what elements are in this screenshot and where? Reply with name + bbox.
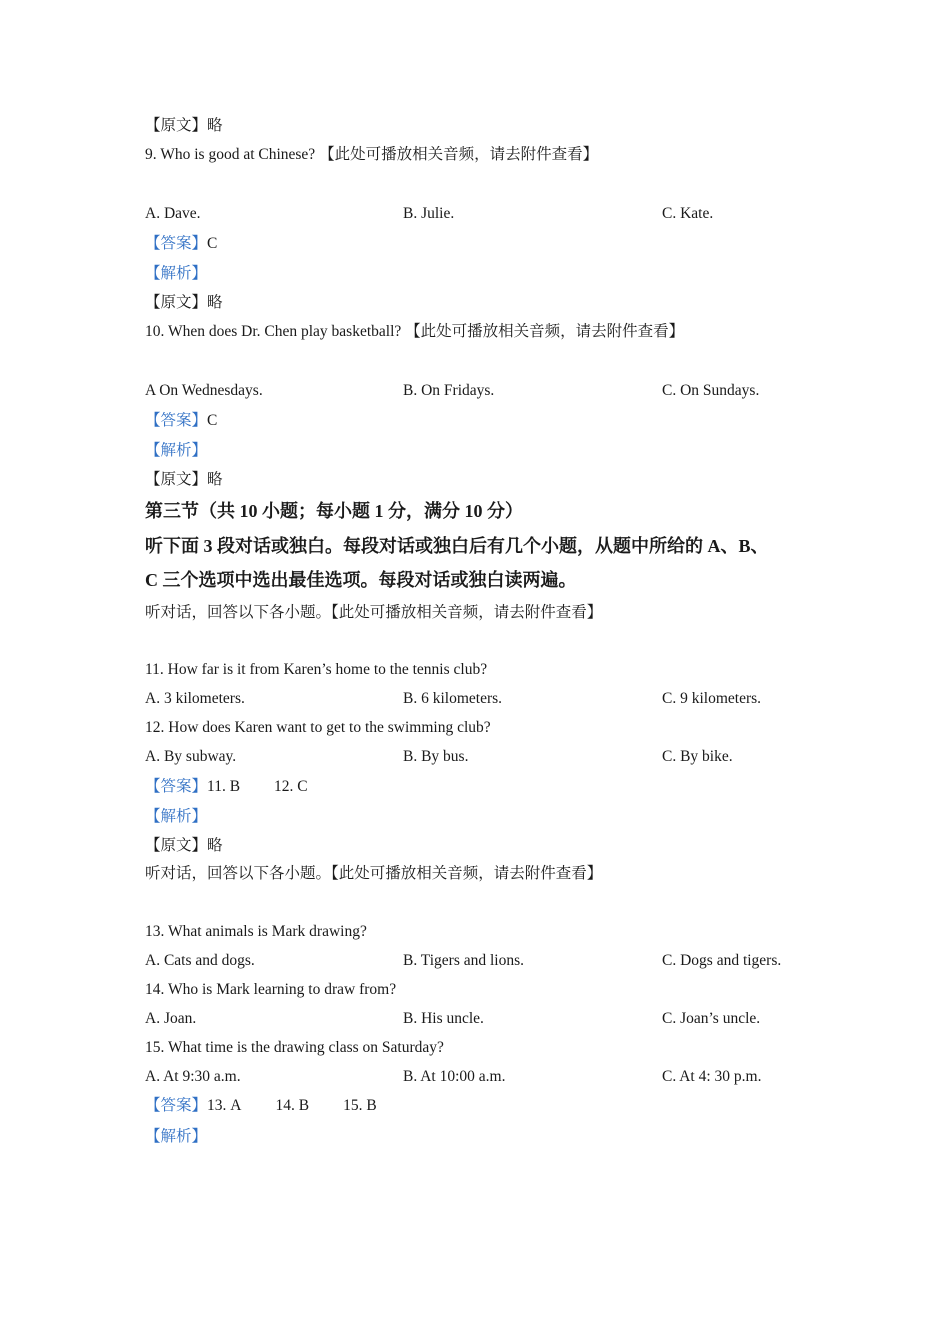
source-label: 【原文】 — [145, 837, 208, 854]
q14-option-a: A. Joan. — [145, 1010, 197, 1027]
answer-line-q9 — [145, 234, 217, 254]
source-text: 略 — [207, 117, 223, 134]
section-instruction-1: 听下面 3 段对话或独白。每段对话或独白后有几个小题，从题中所给的 A、B、 — [145, 536, 769, 556]
analysis-label-q10: 【解析】 — [145, 442, 208, 459]
q12-option-b: B. By bus. — [403, 748, 469, 765]
q13-option-a: A. Cats and dogs. — [145, 952, 255, 969]
q13-option-c: C. Dogs and tigers. — [662, 952, 782, 969]
q11-option-b: B. 6 kilometers. — [403, 690, 503, 707]
source-line-q10 — [145, 470, 223, 490]
source-text: 略 — [207, 837, 223, 854]
source-line-dialog1 — [145, 836, 223, 856]
answer-label: 【答案】 — [145, 235, 208, 252]
source-line-q8 — [145, 116, 223, 136]
q10-option-b: B. On Fridays. — [403, 382, 495, 399]
answer-label: 【答案】 — [145, 778, 208, 795]
q14-option-c: C. Joan’s uncle. — [662, 1010, 761, 1027]
answer-line-dialog1 — [145, 777, 308, 797]
section-title: 第三节（共 10 小题；每小题 1 分，满分 10 分） — [145, 501, 523, 521]
q9-option-b: B. Julie. — [403, 205, 455, 222]
source-label: 【原文】 — [145, 471, 208, 488]
question-14: 14. Who is Mark learning to draw from? — [145, 981, 397, 998]
question-11: 11. How far is it from Karen’s home to the tennis club? — [145, 661, 488, 678]
answer-value: C — [207, 412, 218, 429]
question-10: 10. When does Dr. Chen play basketball? 【此处可播放相关音频，请去附件查看】 — [145, 323, 685, 340]
q12-option-a: A. By subway. — [145, 748, 237, 765]
dialog2-prompt: 听对话，回答以下各小题。【此处可播放相关音频，请去附件查看】 — [145, 865, 603, 882]
q12-option-c: C. By bike. — [662, 748, 733, 765]
answer-14: 14. B — [275, 1097, 310, 1114]
answer-12: 12. C — [274, 778, 308, 795]
answer-label: 【答案】 — [145, 412, 208, 429]
answer-11: 11. B — [207, 778, 241, 795]
q15-option-b: B. At 10:00 a.m. — [403, 1068, 506, 1085]
answer-line-dialog2 — [145, 1096, 377, 1116]
question-15: 15. What time is the drawing class on Saturday? — [145, 1039, 444, 1056]
analysis-label-dialog1: 【解析】 — [145, 808, 208, 825]
source-text: 略 — [207, 294, 223, 311]
source-label: 【原文】 — [145, 117, 208, 134]
answer-15: 15. B — [343, 1097, 377, 1114]
question-12: 12. How does Karen want to get to the swimming club? — [145, 719, 491, 736]
q13-option-b: B. Tigers and lions. — [403, 952, 525, 969]
q10-option-c: C. On Sundays. — [662, 382, 760, 399]
answer-value: C — [207, 235, 218, 252]
q10-option-a: A On Wednesdays. — [145, 382, 263, 399]
source-text: 略 — [207, 471, 223, 488]
q9-option-c: C. Kate. — [662, 205, 714, 222]
source-line-q9 — [145, 293, 223, 313]
question-13: 13. What animals is Mark drawing? — [145, 923, 367, 940]
q15-option-c: C. At 4: 30 p.m. — [662, 1068, 762, 1085]
q9-option-a: A. Dave. — [145, 205, 201, 222]
q11-option-c: C. 9 kilometers. — [662, 690, 762, 707]
answer-13: 13. A — [207, 1097, 242, 1114]
source-label: 【原文】 — [145, 294, 208, 311]
q11-option-a: A. 3 kilometers. — [145, 690, 245, 707]
analysis-label-q9: 【解析】 — [145, 265, 208, 282]
answer-line-q10 — [145, 411, 217, 431]
q15-option-a: A. At 9:30 a.m. — [145, 1068, 241, 1085]
dialog1-prompt: 听对话，回答以下各小题。【此处可播放相关音频，请去附件查看】 — [145, 604, 603, 621]
q14-option-b: B. His uncle. — [403, 1010, 484, 1027]
section-instruction-2: C 三个选项中选出最佳选项。每段对话或独白读两遍。 — [145, 570, 577, 590]
answer-label: 【答案】 — [145, 1097, 208, 1114]
analysis-label-dialog2: 【解析】 — [145, 1128, 208, 1145]
question-9: 9. Who is good at Chinese? 【此处可播放相关音频，请去附件查看】 — [145, 146, 599, 163]
